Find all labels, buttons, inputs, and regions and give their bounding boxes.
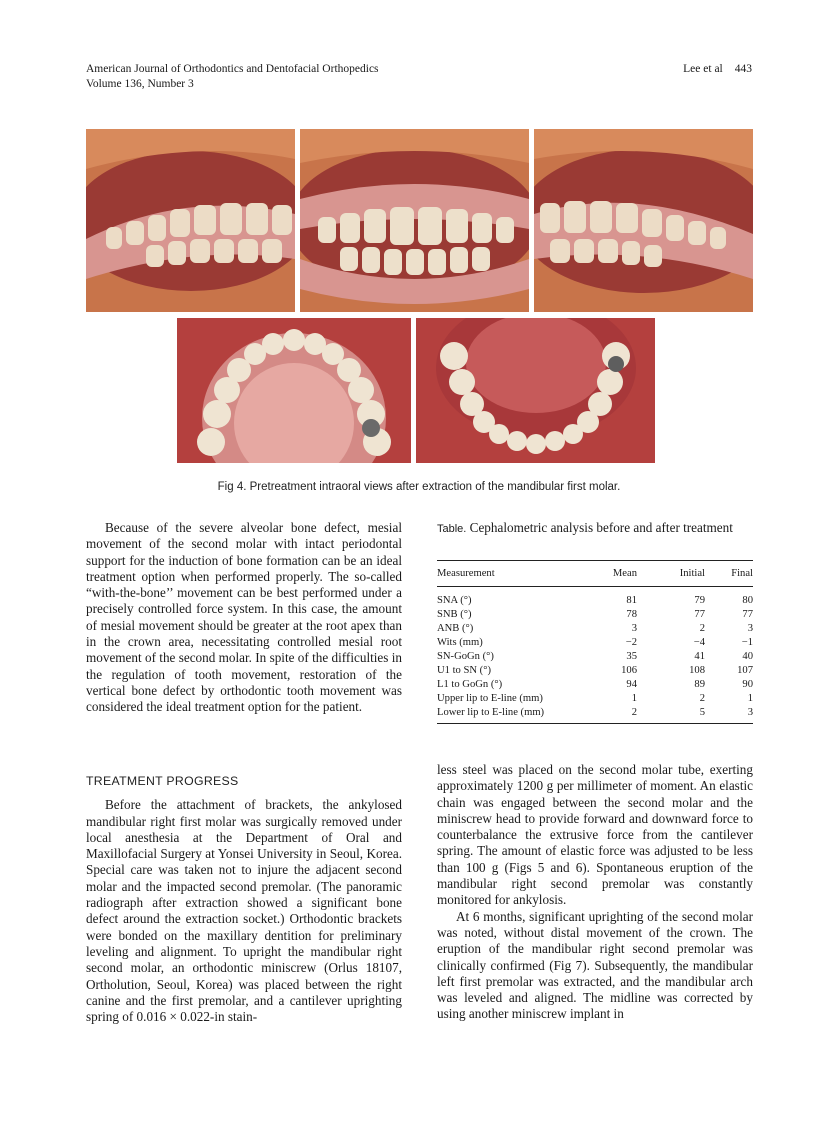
table-cell: −4 [693, 637, 705, 648]
table-cell: 77 [694, 609, 705, 620]
table-cell: 77 [742, 609, 753, 620]
table-cell: 35 [626, 651, 637, 662]
cephalometric-table [437, 560, 753, 724]
running-header-right [671, 62, 752, 77]
paragraph: At 6 months, significant uprighting of the second molar was noted, without distal movement of the crown. The eruption of the mandibular right second premolar was clinically confirmed (Fig 7). Subsequently, the mandibular left first premolar was extracted, and the mandibular arch was leveled and aligned. The midline was corrected by using another miniscrew implant in [437, 908, 753, 1022]
table-row [437, 678, 753, 692]
table-cell: 2 [699, 623, 705, 634]
table-row [437, 706, 753, 724]
table-row [437, 650, 753, 664]
table-title-text: Cephalometric analysis before and after treatment [466, 520, 733, 535]
table-cell: 40 [742, 651, 753, 662]
table-cell: U1 to SN (°) [437, 665, 491, 676]
table-cell: 78 [626, 609, 637, 620]
table-cell: 3 [631, 623, 637, 634]
table-row [437, 636, 753, 650]
table-cell: 1 [747, 693, 753, 704]
table-cell: 108 [689, 665, 705, 676]
table-header-row [437, 561, 753, 587]
table-row [437, 587, 753, 609]
photo-mandibular-occlusal [416, 318, 655, 463]
table-row [437, 608, 753, 622]
section-heading: TREATMENT PROGRESS [86, 774, 239, 788]
photo-maxillary-occlusal [177, 318, 411, 463]
table-cell: 80 [742, 595, 753, 606]
left-column-section [86, 773, 402, 1025]
table-cell: 79 [694, 595, 705, 606]
table-cell: 90 [742, 679, 753, 690]
table-cell: L1 to GoGn (°) [437, 679, 503, 690]
table-cell: SN-GoGn (°) [437, 651, 494, 662]
table-cell: SNB (°) [437, 609, 472, 620]
table-cell: SNA (°) [437, 595, 472, 606]
paragraph: Because of the severe alveolar bone defect, mesial movement of the second molar with intact periodontal support for the induction of bone formation can be an ideal treatment option when performed properly. The so-called “with-the-bone’’ movement can be best performed under a precisely controlled force system. In this case, the amount of mesial movement should be greater at the root apex than in the crown area, necessitating controlled mesial root movement of the second molar. In spite of the difficulties in the regulation of tooth movement, restoration of the vertical bone defect by orthodontic tooth movement was considered the ideal treatment option for the patient. [86, 520, 402, 715]
table-cell: 5 [637, 706, 705, 724]
running-header-left [86, 62, 379, 92]
photo-right-lateral [86, 129, 295, 312]
table-cell: 2 [699, 693, 705, 704]
column-header: Initial [637, 561, 705, 587]
paragraph: Before the attachment of brackets, the ankylosed mandibular right first molar was surgically removed under local anesthesia at the Department of Oral and Maxillofacial Surgery at Yonsei University in Seoul, Korea. Special care was taken not to injure the adjacent second molar and the impacted second premolar. (The panoramic radiograph after extraction showed a significant bone defect around the extraction socket.) Orthodontic brackets were bonded on the maxillary dentition for preliminary leveling and alignment. To upright the mandibular right second molar, an orthodontic miniscrew (Orlus 18107, Ortholution, Seoul, Korea) was placed between the right canine and the first premolar, and a cantilever uprighting spring of 0.016 × 0.022-in stain- [86, 797, 402, 1025]
table-cell: 81 [626, 595, 637, 606]
table-cell: Wits (mm) [437, 637, 483, 648]
table-row [437, 622, 753, 636]
journal-name: American Journal of Orthodontics and Dentofacial Orthopedics [86, 63, 379, 75]
right-column [437, 762, 753, 1023]
table-row [437, 692, 753, 706]
figure-caption: Fig 4. Pretreatment intraoral views after extraction of the mandibular first molar. [217, 481, 621, 493]
table-cell: 107 [737, 665, 753, 676]
table-cell: 41 [694, 651, 705, 662]
table-cell: ANB (°) [437, 623, 474, 634]
column-header: Final [705, 561, 753, 587]
table-cell: 3 [747, 623, 753, 634]
table-cell: 89 [694, 679, 705, 690]
table-cell: Lower lip to E-line (mm) [437, 706, 587, 724]
photo-left-lateral [534, 129, 753, 312]
author-name: Lee et al [683, 63, 723, 75]
table-cell: −2 [625, 637, 637, 648]
table-cell: Upper lip to E-line (mm) [437, 693, 543, 704]
table-cell: 94 [626, 679, 637, 690]
left-column [86, 520, 402, 716]
column-header: Measurement [437, 561, 587, 587]
table-cell: 3 [705, 706, 753, 724]
table-cell: 106 [621, 665, 637, 676]
paragraph: less steel was placed on the second molar tube, exerting approximately 1200 g per millimeter of moment. An elastic chain was engaged between the second molar and the miniscrew head to provide forward and downward force to counterbalance the extrusive force from the cantilever spring. The amount of elastic force was adjusted to be less than 100 g (Figs 5 and 6). Spontaneous eruption of the mandibular right second premolar was constantly monitored for ankylosis. [437, 762, 753, 908]
table-label: Table. [437, 523, 467, 535]
table-title [437, 520, 753, 537]
journal-volume: Volume 136, Number 3 [86, 78, 194, 90]
photo-frontal [300, 129, 529, 312]
table-cell: 1 [631, 693, 637, 704]
page-number: 443 [734, 63, 752, 75]
table-row [437, 664, 753, 678]
table-cell: 2 [587, 706, 637, 724]
column-header: Mean [587, 561, 637, 587]
table-cell: −1 [741, 637, 753, 648]
